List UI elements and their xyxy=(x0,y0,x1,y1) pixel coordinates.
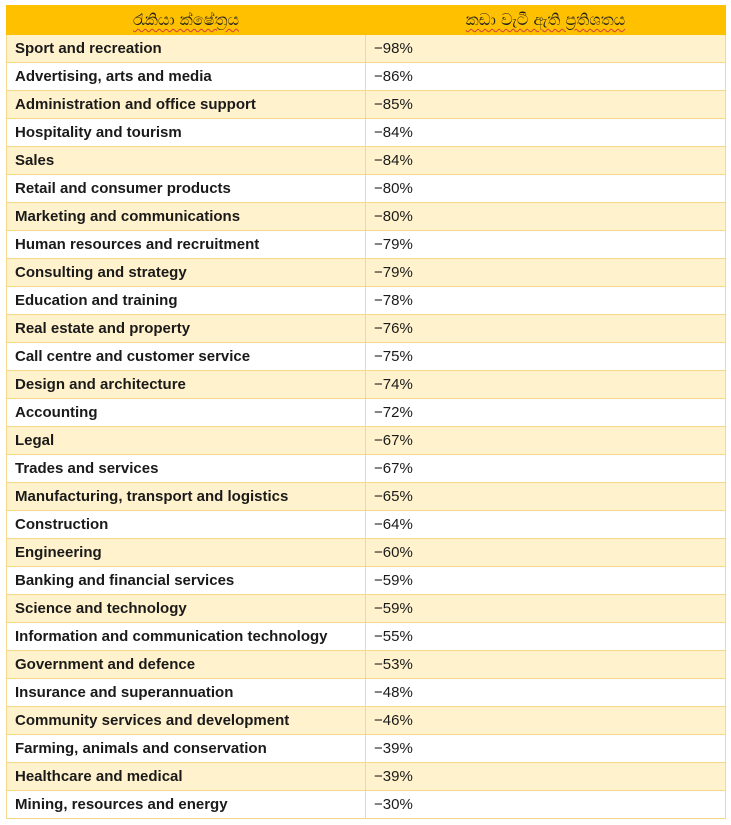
decline-percentage-cell: −80% xyxy=(366,203,726,231)
decline-percentage-cell: −59% xyxy=(366,595,726,623)
table-row xyxy=(7,91,726,119)
sector-cell: Real estate and property xyxy=(7,315,366,343)
job-sector-table-container xyxy=(6,5,725,819)
sector-cell: Retail and consumer products xyxy=(7,175,366,203)
sector-cell: Sales xyxy=(7,147,366,175)
table-row xyxy=(7,735,726,763)
table-row xyxy=(7,567,726,595)
table-row xyxy=(7,63,726,91)
sector-cell: Government and defence xyxy=(7,651,366,679)
table-row xyxy=(7,707,726,735)
decline-percentage-cell: −67% xyxy=(366,427,726,455)
decline-percentage-cell: −84% xyxy=(366,119,726,147)
decline-percentage-cell: −59% xyxy=(366,567,726,595)
table-row xyxy=(7,651,726,679)
decline-percentage-cell: −64% xyxy=(366,511,726,539)
table-row xyxy=(7,119,726,147)
sector-cell: Advertising, arts and media xyxy=(7,63,366,91)
sector-cell: Information and communication technology xyxy=(7,623,366,651)
table-row xyxy=(7,791,726,819)
decline-percentage-cell: −30% xyxy=(366,791,726,819)
table-row xyxy=(7,427,726,455)
table-row xyxy=(7,203,726,231)
decline-percentage-cell: −46% xyxy=(366,707,726,735)
decline-percentage-cell: −84% xyxy=(366,147,726,175)
table-row xyxy=(7,315,726,343)
table-row xyxy=(7,35,726,63)
table-row xyxy=(7,343,726,371)
sector-cell: Sport and recreation xyxy=(7,35,366,63)
table-row xyxy=(7,231,726,259)
table-row xyxy=(7,371,726,399)
decline-percentage-cell: −75% xyxy=(366,343,726,371)
header-sector: රැකියා ක්ෂේත්‍රය xyxy=(7,6,366,35)
decline-percentage-cell: −86% xyxy=(366,63,726,91)
table-row xyxy=(7,623,726,651)
table-row xyxy=(7,147,726,175)
decline-percentage-cell: −76% xyxy=(366,315,726,343)
decline-percentage-cell: −65% xyxy=(366,483,726,511)
table-row xyxy=(7,483,726,511)
sector-cell: Marketing and communications xyxy=(7,203,366,231)
sector-cell: Insurance and superannuation xyxy=(7,679,366,707)
decline-percentage-cell: −60% xyxy=(366,539,726,567)
table-row xyxy=(7,175,726,203)
sector-cell: Engineering xyxy=(7,539,366,567)
table-body xyxy=(7,35,726,819)
sector-cell: Legal xyxy=(7,427,366,455)
header-row xyxy=(7,6,726,35)
sector-cell: Trades and services xyxy=(7,455,366,483)
sector-cell: Healthcare and medical xyxy=(7,763,366,791)
sector-cell: Call centre and customer service xyxy=(7,343,366,371)
sector-cell: Farming, animals and conservation xyxy=(7,735,366,763)
header-decline-percentage: කඩා වැටී ඇති ප්‍රතිශතය xyxy=(366,6,726,35)
decline-percentage-cell: −39% xyxy=(366,735,726,763)
decline-percentage-cell: −53% xyxy=(366,651,726,679)
sector-cell: Education and training xyxy=(7,287,366,315)
decline-percentage-cell: −39% xyxy=(366,763,726,791)
table-row xyxy=(7,259,726,287)
decline-percentage-cell: −85% xyxy=(366,91,726,119)
sector-cell: Hospitality and tourism xyxy=(7,119,366,147)
sector-cell: Human resources and recruitment xyxy=(7,231,366,259)
sector-cell: Banking and financial services xyxy=(7,567,366,595)
decline-percentage-cell: −72% xyxy=(366,399,726,427)
table-row xyxy=(7,287,726,315)
sector-cell: Community services and development xyxy=(7,707,366,735)
table-row xyxy=(7,763,726,791)
decline-percentage-cell: −79% xyxy=(366,259,726,287)
sector-cell: Accounting xyxy=(7,399,366,427)
decline-percentage-cell: −48% xyxy=(366,679,726,707)
table-row xyxy=(7,511,726,539)
table-row xyxy=(7,399,726,427)
decline-percentage-cell: −74% xyxy=(366,371,726,399)
table-row xyxy=(7,679,726,707)
table-header xyxy=(7,6,726,35)
sector-cell: Construction xyxy=(7,511,366,539)
decline-percentage-cell: −79% xyxy=(366,231,726,259)
sector-cell: Design and architecture xyxy=(7,371,366,399)
table-row xyxy=(7,595,726,623)
decline-percentage-cell: −55% xyxy=(366,623,726,651)
decline-percentage-cell: −67% xyxy=(366,455,726,483)
sector-cell: Administration and office support xyxy=(7,91,366,119)
decline-percentage-cell: −98% xyxy=(366,35,726,63)
job-sector-decline-table xyxy=(6,5,726,819)
sector-cell: Manufacturing, transport and logistics xyxy=(7,483,366,511)
table-row xyxy=(7,455,726,483)
decline-percentage-cell: −78% xyxy=(366,287,726,315)
decline-percentage-cell: −80% xyxy=(366,175,726,203)
sector-cell: Consulting and strategy xyxy=(7,259,366,287)
sector-cell: Science and technology xyxy=(7,595,366,623)
sector-cell: Mining, resources and energy xyxy=(7,791,366,819)
table-row xyxy=(7,539,726,567)
